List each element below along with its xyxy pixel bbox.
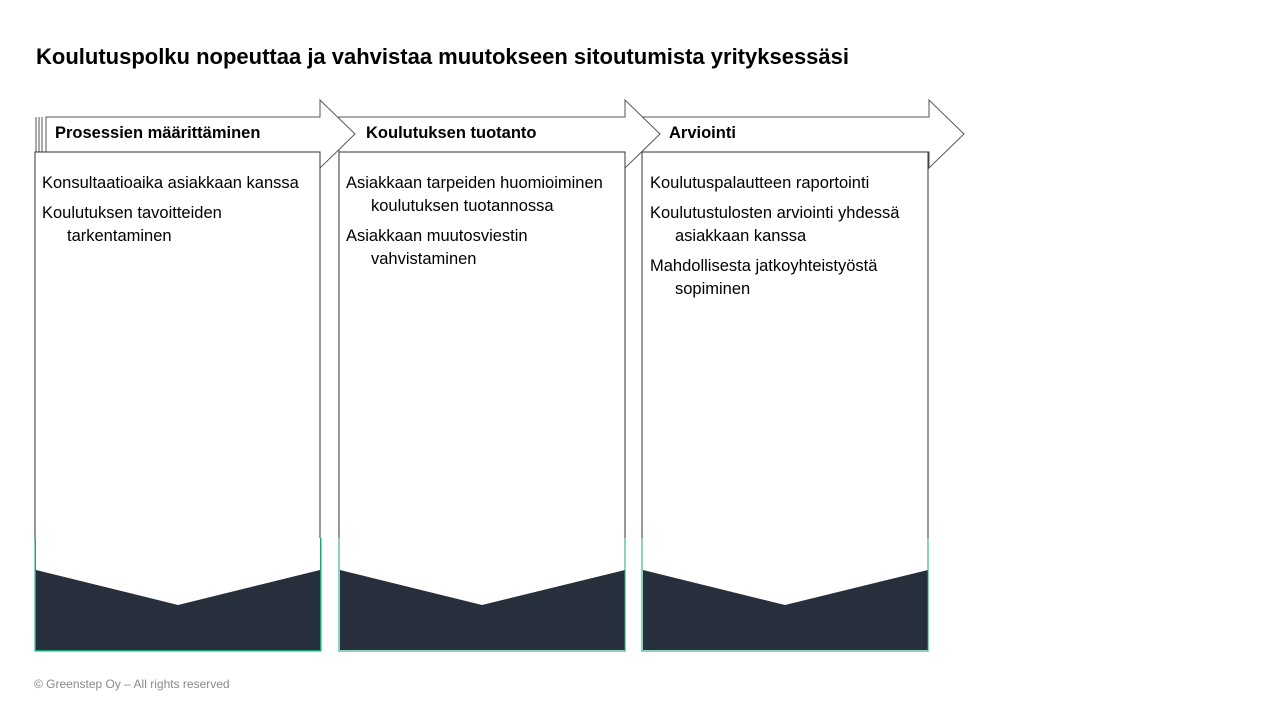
list-item: Koulutuspalautteen raportointi <box>650 174 870 192</box>
stage-items-2 <box>346 172 616 278</box>
stage-label-1: Prosessien määrittäminen <box>55 124 261 142</box>
stage-label-3: Arviointi <box>669 124 736 142</box>
stage-items-3 <box>650 172 922 308</box>
stage-items-1 <box>42 172 312 255</box>
stage-label-2: Koulutuksen tuotanto <box>366 124 537 142</box>
list-item: Koulutuksen tavoitteiden tarkentaminen <box>42 204 222 245</box>
list-item: Mahdollisesta jatkoyhteistyöstä sopiminen <box>650 257 878 298</box>
arrow-stripes <box>36 117 42 152</box>
slide-title: Koulutuspolku nopeuttaa ja vahvistaa muutokseen sitoutumista yrityksessäsi <box>36 44 850 69</box>
list-item: Asiakkaan tarpeiden huomioiminen koulutuksen tuotannossa <box>346 174 603 215</box>
list-item: Konsultaatioaika asiakkaan kanssa <box>42 174 299 192</box>
list-item: Asiakkaan muutosviestin vahvistaminen <box>346 227 528 268</box>
copyright-footer: © Greenstep Oy – All rights reserved <box>34 677 230 691</box>
list-item: Koulutustulosten arviointi yhdessä asiakkaan kanssa <box>650 204 900 245</box>
